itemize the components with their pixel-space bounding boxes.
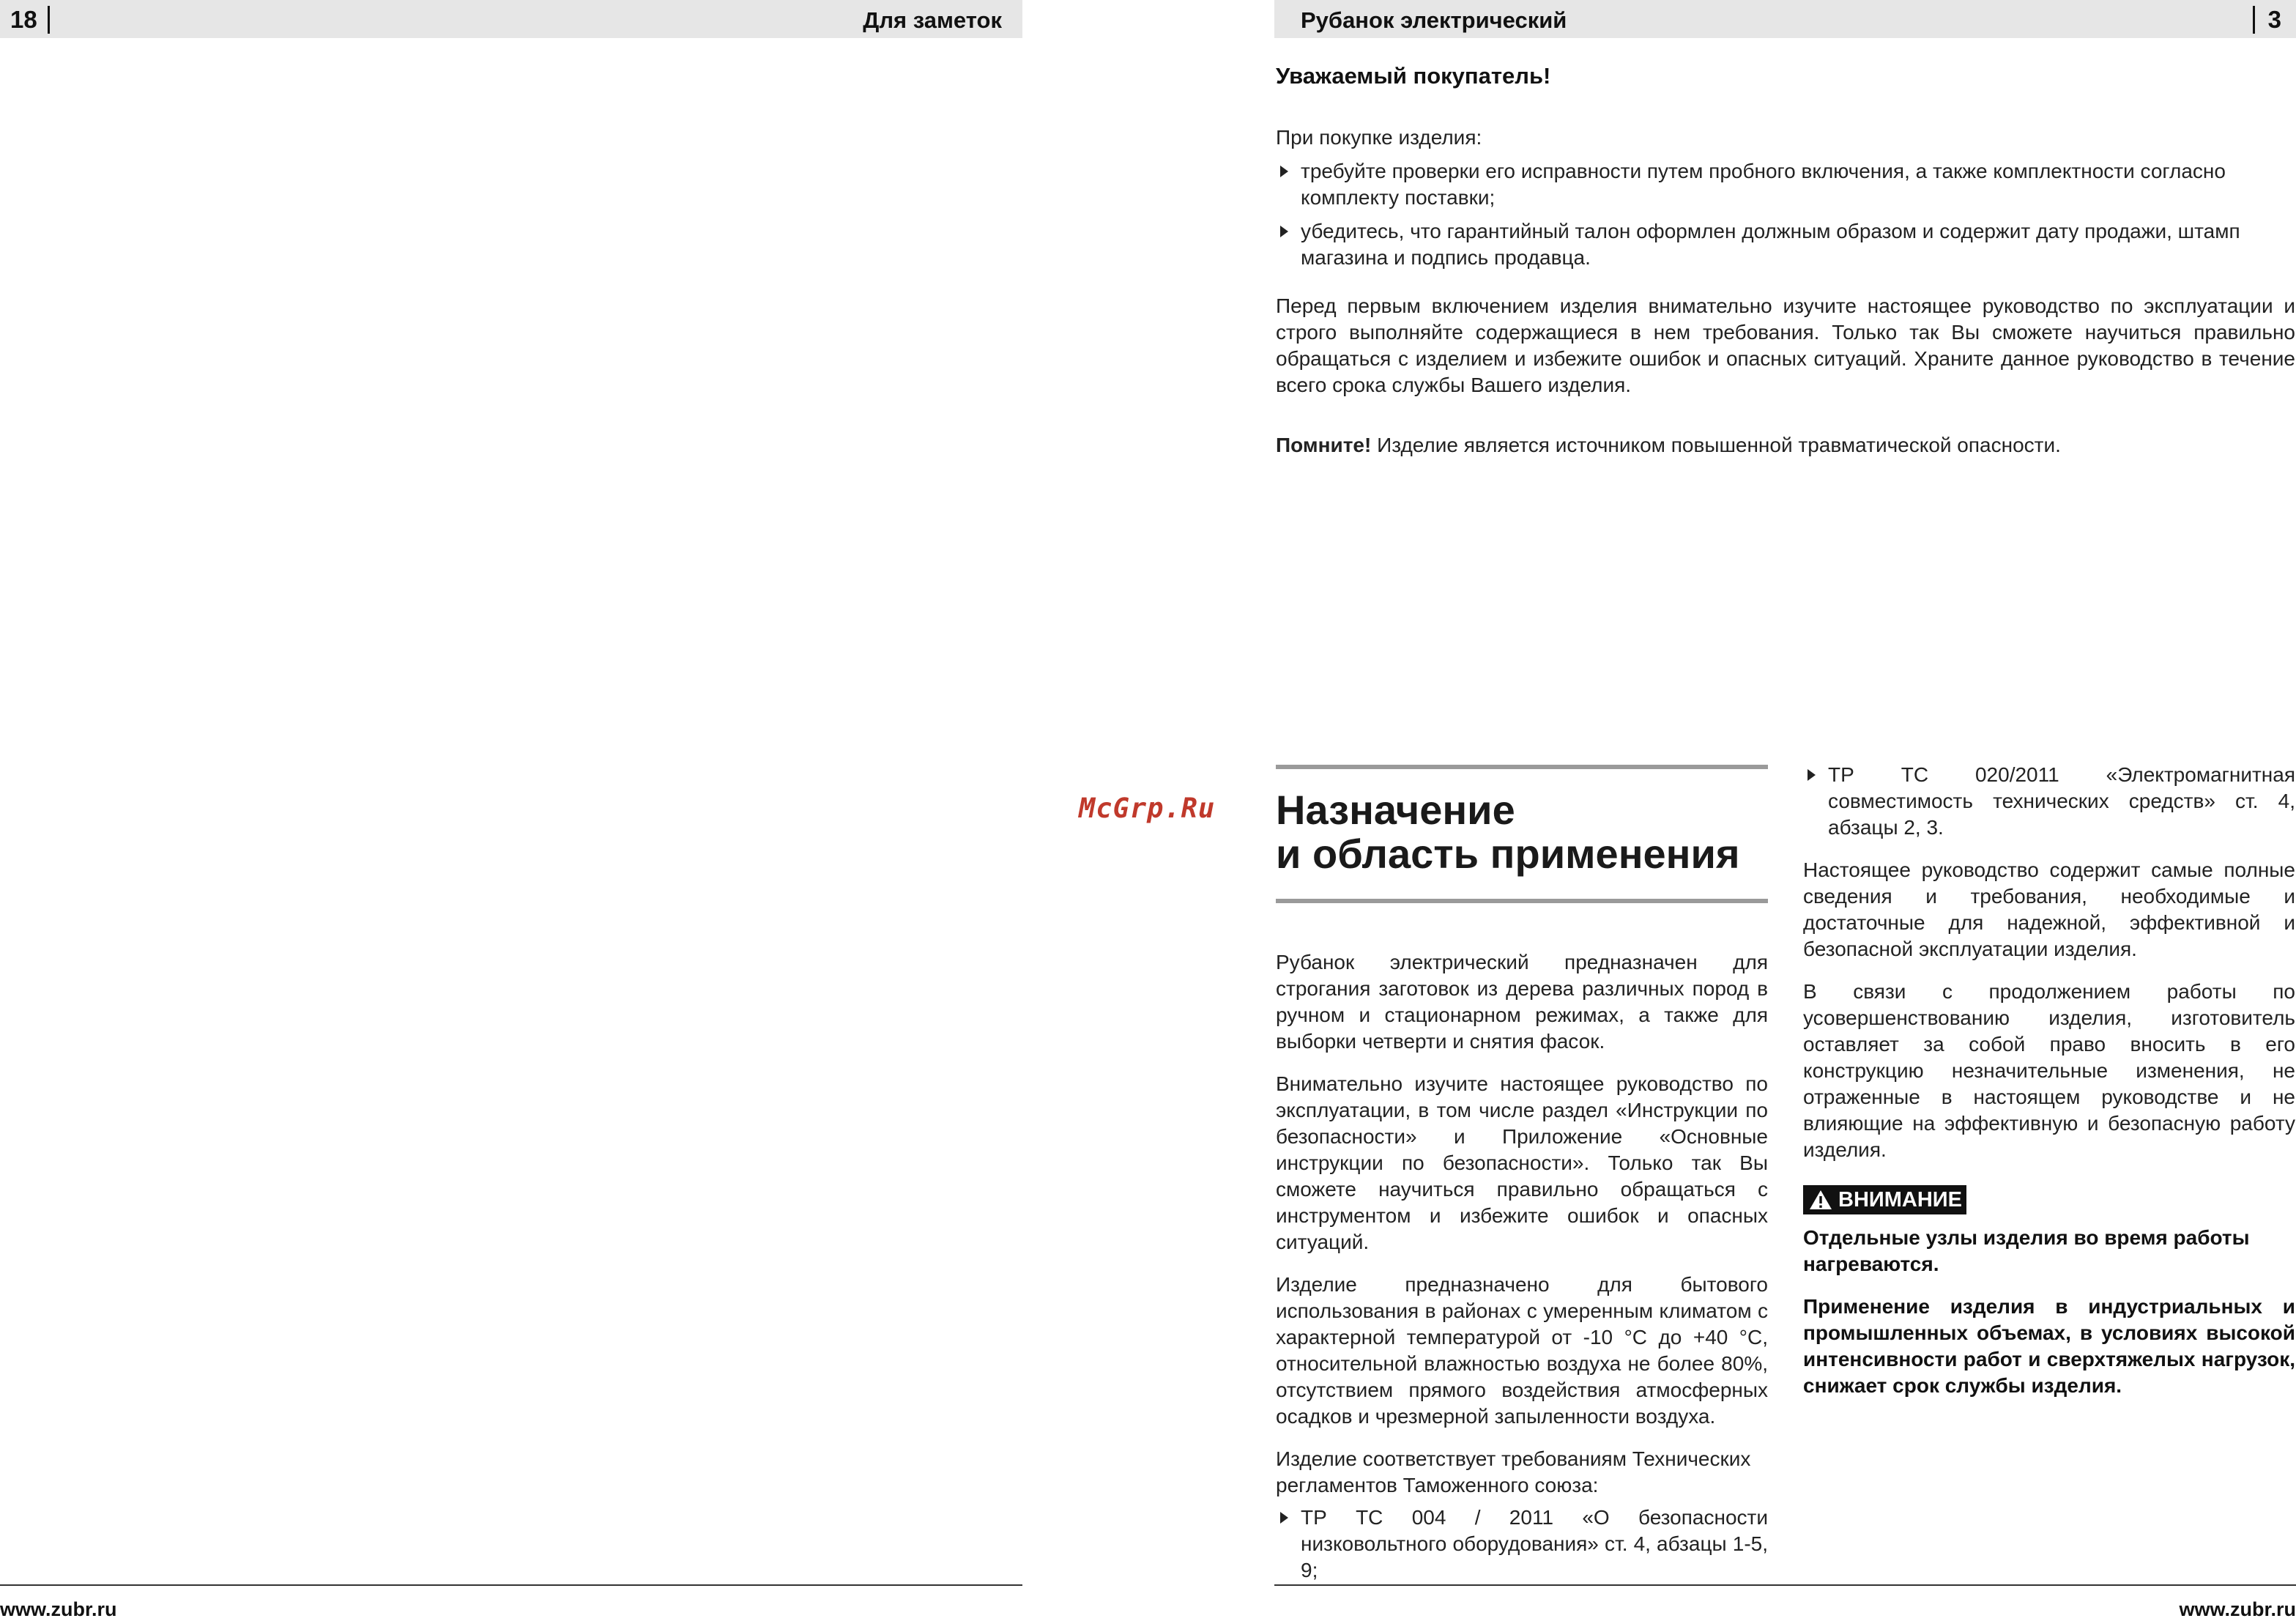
improvement-paragraph: В связи с продолжением работы по усовершенствованию изделия, изготовитель оставляет за собой право вносить в его конструкцию незначительные изменения, не отраженные в настоящем руководстве и не влияющие на эффективную и безопасную работу изделия. xyxy=(1803,980,2295,1161)
warning-triangle-icon xyxy=(1809,1189,1832,1211)
bullet-arrow-icon xyxy=(1808,769,1816,781)
regulation-list xyxy=(1276,1505,1768,1584)
read-manual-paragraph: Внимательно изучите настоящее руководство по эксплуатации, в том числе раздел «Инструкции по безопасности» и Приложение «Основные инструкции по безопасности». Только так Вы сможете научиться правильно обращаться с инструментом и избежите ошибок и опасных ситуаций. xyxy=(1276,1072,1768,1253)
bullet-arrow-icon xyxy=(1280,226,1288,237)
warning-badge xyxy=(1803,1185,1966,1214)
right-page xyxy=(1274,0,2296,1618)
regulation-list-continued xyxy=(1803,762,2295,841)
section-rule-bottom xyxy=(1276,899,1768,903)
list-item-text: ТР ТС 020/2011 «Электромагнитная совместимость технических средств» ст. 4, абзацы 2, 3. xyxy=(1828,763,2295,839)
bullet-arrow-icon xyxy=(1280,166,1288,177)
warning-label: ВНИМАНИЕ xyxy=(1838,1188,1962,1212)
greeting-heading: Уважаемый покупатель! xyxy=(1276,63,1551,89)
warning-heat-paragraph: Отдельные узлы изделия во время работы нагреваются. xyxy=(1803,1226,2250,1275)
compliance-paragraph: Изделие соответствует требованиям Технических регламентов Таможенного союза: xyxy=(1276,1447,1751,1496)
right-column xyxy=(1803,762,2295,1415)
left-column xyxy=(1276,949,1768,1600)
remember-text: Изделие является источником повышенной травматической опасности. xyxy=(1371,434,2061,456)
bullet-arrow-icon xyxy=(1280,1512,1288,1524)
left-header-bar xyxy=(0,0,1022,38)
right-page-number: 3 xyxy=(2253,6,2281,34)
list-item-text: требуйте проверки его исправности путем пробного включения, а также комплектности согласно комплекту поставки; xyxy=(1301,160,2226,209)
intro-lead: При покупке изделия: xyxy=(1276,126,1482,149)
left-header-title: Для заметок xyxy=(863,7,1002,33)
right-header-title: Рубанок электрический xyxy=(1301,7,1567,33)
list-item xyxy=(1276,158,2295,211)
intro-list xyxy=(1276,158,2295,278)
left-page xyxy=(0,0,1022,1618)
list-item xyxy=(1276,1505,1768,1584)
watermark: McGrp.Ru xyxy=(1079,793,1216,824)
remember-note xyxy=(1276,432,2295,459)
intro-paragraph: Перед первым включением изделия внимательно изучите настоящее руководство по эксплуатации и строго выполняйте содержащиеся в нем требования. Только так Вы сможете научиться правильно обращаться с изделием и избежите ошибок и опасных ситуаций. Храните данное руководство в течение всего срока службы Вашего изделия. xyxy=(1276,294,2295,396)
list-item xyxy=(1276,218,2295,271)
manual-content-paragraph: Настоящее руководство содержит самые полные сведения и требования, необходимые и достаточные для надежной, эффективной и безопасной эксплуатации изделия. xyxy=(1803,858,2295,960)
section-title-line1: Назначение xyxy=(1276,787,1515,833)
warning-industrial-paragraph: Применение изделия в индустриальных и промышленных объемах, в условиях высокой интенсивности работ и сверхтяжелых нагрузок, снижает срок службы изделия. xyxy=(1803,1295,2295,1397)
left-page-number: 18 xyxy=(10,6,50,34)
right-footer-divider xyxy=(1274,1584,2296,1586)
section-title-line2: и область применения xyxy=(1276,831,1740,877)
list-item-text: ТР ТС 004 / 2011 «О безопасности низковольтного оборудования» ст. 4, абзацы 1-5, 9; xyxy=(1301,1506,1768,1581)
list-item-text: убедитесь, что гарантийный талон оформлен должным образом и содержит дату продажи, штамп магазина и подпись продавца. xyxy=(1301,220,2240,269)
right-header-bar xyxy=(1274,0,2296,38)
section-title xyxy=(1276,788,1788,876)
purpose-paragraph: Рубанок электрический предназначен для строгания заготовок из дерева различных пород в ручном и стационарном режимах, а также для выборки четверти и снятия фасок. xyxy=(1276,951,1768,1053)
section-rule-top xyxy=(1276,765,1768,769)
left-footer-divider xyxy=(0,1584,1022,1586)
climate-paragraph: Изделие предназначено для бытового использования в районах с умеренным климатом с характерной температурой от -10 °С до +40 °С, относительной влажностью воздуха не более 80%, отсутствием прямого воздействия атмосферных осадков и чрезмерной запыленности воздуха. xyxy=(1276,1273,1768,1428)
remember-label: Помните! xyxy=(1276,434,1372,456)
right-footer-url[interactable]: www.zubr.ru xyxy=(2179,1598,2296,1620)
list-item xyxy=(1803,762,2295,841)
left-footer-url[interactable]: www.zubr.ru xyxy=(0,1598,117,1620)
